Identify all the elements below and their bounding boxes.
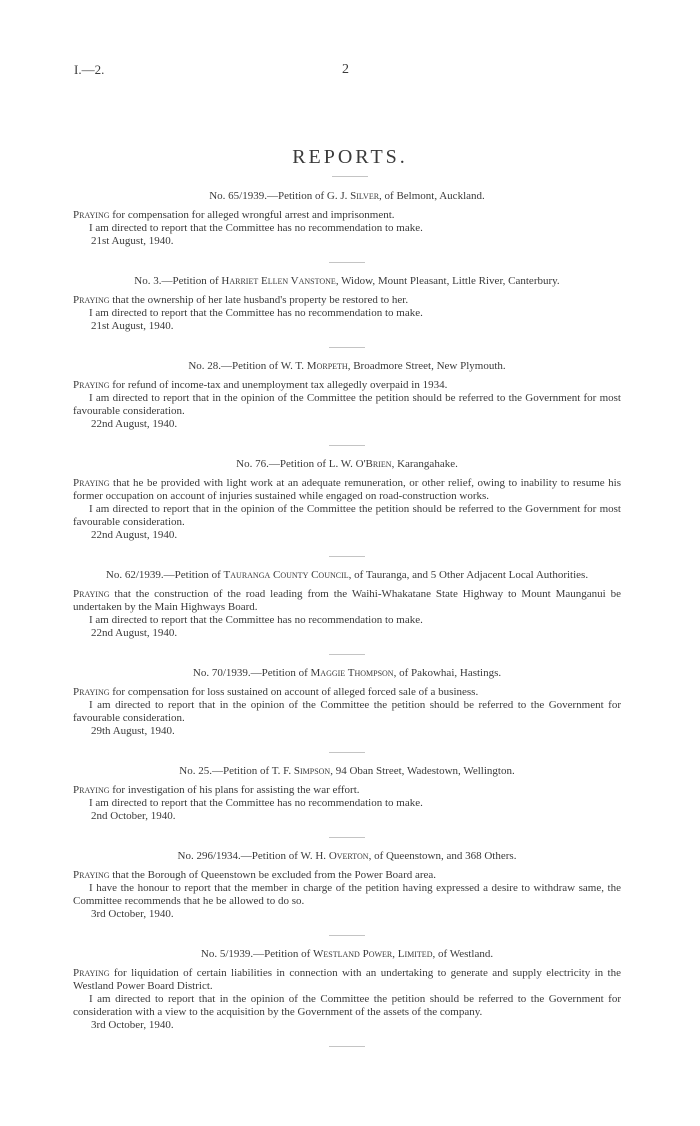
petition-entry — [73, 765, 621, 823]
petition-prayer: Praying for compensation for loss sustained on account of alleged forced sale of a business. — [73, 686, 479, 698]
petition-title: No. 25.—Petition of T. F. Simpson, 94 Oban Street, Wadestown, Wellington. — [179, 765, 515, 777]
petitioner-name: Silver — [350, 190, 380, 202]
petition-title: No. 296/1934.—Petition of W. H. Overton, of Queenstown, and 368 Others. — [177, 850, 517, 862]
petition-title: No. 70/1939.—Petition of Maggie Thompson, of Pakowhai, Hastings. — [192, 667, 502, 679]
section-rule — [329, 556, 365, 557]
petitioner-name: Westland Power, Limited — [313, 948, 433, 960]
report-date: 22nd August, 1940. — [91, 529, 178, 541]
petition-entry — [73, 667, 621, 738]
committee-resolution: I am directed to report that the Committee has no recommendation to make. — [89, 222, 423, 234]
petition-entry — [73, 458, 621, 542]
report-date: 21st August, 1940. — [91, 320, 174, 332]
petition-number: No. 28. — [188, 360, 222, 372]
petition-title: No. 65/1939.—Petition of G. J. Silver, of Belmont, Auckland. — [209, 190, 485, 202]
petition-number: No. 76. — [236, 458, 269, 470]
page-heading: REPORTS. — [292, 146, 408, 168]
section-rule — [329, 347, 365, 348]
committee-resolution: I am directed to report that the Committee has no recommendation to make. — [89, 307, 423, 319]
petition-prayer: Praying that the ownership of her late husband's property be restored to her. — [73, 294, 409, 306]
committee-resolution: I am directed to report that in the opinion of the Committee the petition should be referred to the Government for most favourable consideration. — [73, 503, 621, 528]
petition-number: No. 3. — [134, 275, 162, 287]
section-rule — [329, 935, 365, 936]
section-rule — [329, 752, 365, 753]
petition-title: No. 5/1939.—Petition of Westland Power, Limited, of Westland. — [200, 948, 494, 960]
page-number: 2 — [342, 62, 349, 77]
page-reference: I.—2. — [74, 62, 105, 77]
report-date: 29th August, 1940. — [91, 725, 175, 737]
petition-prayer: Praying that he be provided with light work at an adequate remuneration, or other relief, owing to inability to resume his former occupation on account of injuries sustained while engaged on road-construction works. — [73, 477, 621, 502]
committee-resolution: I have the honour to report that the member in charge of the petition having expressed a desire to withdraw same, the Committee recommends that he be allowed to do so. — [73, 882, 621, 907]
petition-entry — [73, 190, 621, 248]
petition-entry — [73, 948, 621, 1032]
petition-entry — [73, 360, 621, 431]
petition-number: No. 5/1939. — [200, 948, 254, 960]
petitions-list — [73, 190, 621, 1059]
petitioner-name: O'Brien — [355, 458, 392, 470]
petition-title: No. 76.—Petition of L. W. O'Brien, Karangahake. — [236, 458, 458, 470]
petitioner-name: Simpson — [293, 765, 331, 777]
petition-number: No. 296/1934. — [177, 850, 241, 862]
committee-resolution: I am directed to report that the Committee has no recommendation to make. — [89, 797, 423, 809]
petition-prayer: Praying that the Borough of Queenstown be excluded from the Power Board area. — [73, 869, 437, 881]
petitioner-name: Tauranga County Council — [223, 569, 349, 581]
petition-prayer: Praying for liquidation of certain liabilities in connection with an undertaking to generate and supply electricity in the Westland Power Board District. — [73, 967, 621, 992]
petition-title: No. 3.—Petition of Harriet Ellen Vanstone, Widow, Mount Pleasant, Little River, Canterbury. — [134, 275, 560, 287]
petition-entry — [73, 275, 621, 333]
report-date: 3rd October, 1940. — [91, 908, 174, 920]
petition-number: No. 70/1939. — [192, 667, 251, 679]
section-rule — [329, 1046, 365, 1047]
petition-title: No. 28.—Petition of W. T. Morpeth, Broadmore Street, New Plymouth. — [188, 360, 506, 372]
petition-prayer: Praying that the construction of the road leading from the Waihi-Whakatane State Highway to Mount Maunganui be undertaken by the Main Highways Board. — [73, 588, 621, 613]
petition-number: No. 62/1939. — [105, 569, 164, 581]
petition-number: No. 25. — [179, 765, 212, 777]
report-date: 22nd August, 1940. — [91, 418, 178, 430]
heading-rule — [332, 176, 368, 177]
petitioner-name: Morpeth — [306, 360, 348, 372]
report-date: 21st August, 1940. — [91, 235, 174, 247]
petition-prayer: Praying for compensation for alleged wrongful arrest and imprisonment. — [73, 209, 395, 221]
section-rule — [329, 445, 365, 446]
petition-prayer: Praying for investigation of his plans for assisting the war effort. — [73, 784, 360, 796]
petitioner-name: Overton — [328, 850, 369, 862]
committee-resolution: I am directed to report that in the opinion of the Committee the petition should be referred to the Government for favourable consideration. — [73, 699, 621, 724]
committee-resolution: I am directed to report that the Committee has no recommendation to make. — [89, 614, 423, 626]
section-rule — [329, 262, 365, 263]
petitioner-name: Harriet Ellen Vanstone — [221, 275, 336, 287]
committee-resolution: I am directed to report that in the opinion of the Committee the petition should be referred to the Government for consideration with a view to the acquisition by the Government of the assets of the company. — [73, 993, 621, 1018]
section-rule — [329, 654, 365, 655]
petition-title: No. 62/1939.—Petition of Tauranga County Council, of Tauranga, and 5 Other Adjacent Local Authorities. — [105, 569, 589, 581]
petition-entry — [73, 850, 621, 921]
petition-entry — [73, 569, 621, 640]
section-rule — [329, 837, 365, 838]
report-date: 2nd October, 1940. — [91, 810, 176, 822]
report-date: 22nd August, 1940. — [91, 627, 178, 639]
committee-resolution: I am directed to report that in the opinion of the Committee the petition should be referred to the Government for most favourable consideration. — [73, 392, 621, 417]
petition-number: No. 65/1939. — [209, 190, 267, 202]
petition-prayer: Praying for refund of income-tax and unemployment tax allegedly overpaid in 1934. — [73, 379, 448, 391]
petitioner-name: Maggie Thompson — [310, 667, 394, 679]
report-date: 3rd October, 1940. — [91, 1019, 174, 1031]
